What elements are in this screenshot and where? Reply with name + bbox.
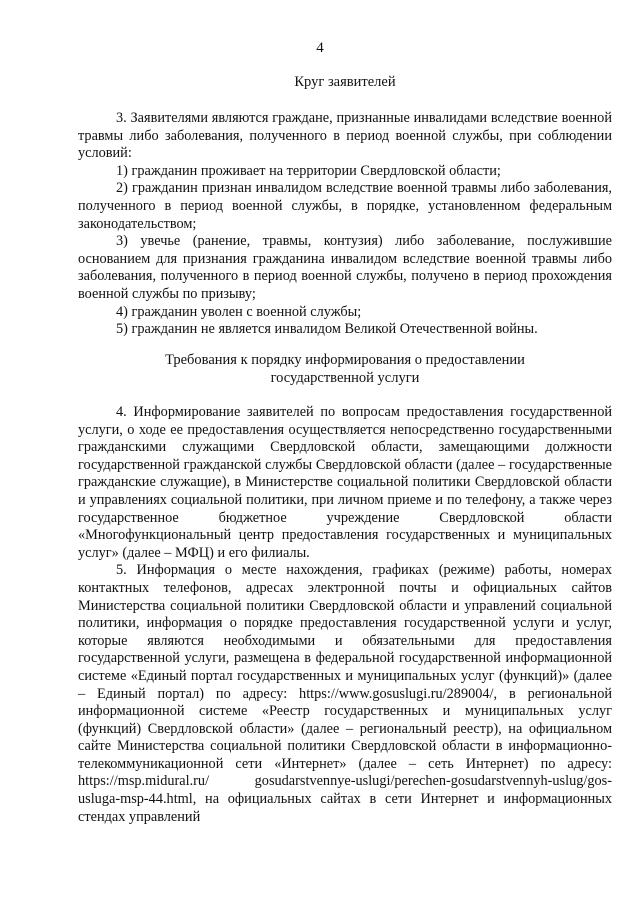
section-heading-applicants: Круг заявителей <box>294 74 396 90</box>
section-heading-informing <box>78 352 612 387</box>
paragraph-4: 4. Информирование заявителей по вопросам предоставления государственной услуги, о ходе ее предоставления осуществляется непосредственно государственными гражданскими служащими Свердловской области, замещающими должности государственной гражданской службы Свердловской области (далее – государственные гражданские служащие), в Министерстве социальной политики Свердловской области и управлениях социальной политики, при личном приеме и по телефону, а также через государственное бюджетное учреждение Свердловской области «Многофункциональный центр предоставления государственных и муниципальных услуг» (далее – МФЦ) и его филиалы. <box>78 404 612 561</box>
condition-5: 5) гражданин не является инвалидом Великой Отечественной войны. <box>116 321 538 338</box>
applicants-section-body <box>78 110 612 339</box>
condition-4: 4) гражданин уволен с военной службы; <box>116 303 362 320</box>
condition-3: 3) увечье (ранение, травмы, контузия) либо заболевание, послужившие основанием для признания гражданина инвалидом вследствие военной травмы либо заболевания, полученного в период военной службы, получено в период прохождения военной службы по призыву; <box>78 233 612 302</box>
paragraph-3: 3. Заявителями являются граждане, признанные инвалидами вследствие военной травмы либо заболевания, полученного в период военной службы, при соблюдении условий: <box>78 110 612 162</box>
informing-section-body <box>78 404 612 826</box>
paragraph-5: 5. Информация о месте нахождения, графиках (режиме) работы, номерах контактных телефонов, адресах электронной почты и официальных сайтов Министерства социальной политики Свердловской области и управлений социальной политики, информация о порядке предоставления государственной услуги и услуг, которые являются необходимыми и обязательными для предоставления государственной услуги, размещена в федеральной государственной информационной системе «Единый портал государственных и муниципальных услуг (функций)» (далее – Единый портал) по адресу: https://www.gosuslugi.ru/289004/, в региональной информационной системе «Реестр государственных и муниципальных услуг (функций) Свердловской области» (далее – региональный реестр), на официальном сайте Министерства социальной политики Свердловской области в информационно-телекоммуникационной сети «Интернет» (далее – сеть Интернет) по адресу: https://msp.midural.ru/ gosudarstvennye-uslugi/perechen-gosudarstvennyh-uslug/gos-usluga-msp-44.html, на официальных сайтах в сети Интернет и информационных стендах управлений <box>78 562 612 825</box>
section-heading-informing-line2: государственной услуги <box>270 369 420 386</box>
condition-1: 1) гражданин проживает на территории Свердловской области; <box>116 162 501 179</box>
condition-2: 2) гражданин признан инвалидом вследствие военной травмы либо заболевания, полученного в период военной службы, в порядке, установленном федеральным законодательством; <box>78 180 612 232</box>
page-number: 4 <box>316 40 324 56</box>
section-heading-informing-line1: Требования к порядку информирования о предоставлении <box>165 352 525 368</box>
